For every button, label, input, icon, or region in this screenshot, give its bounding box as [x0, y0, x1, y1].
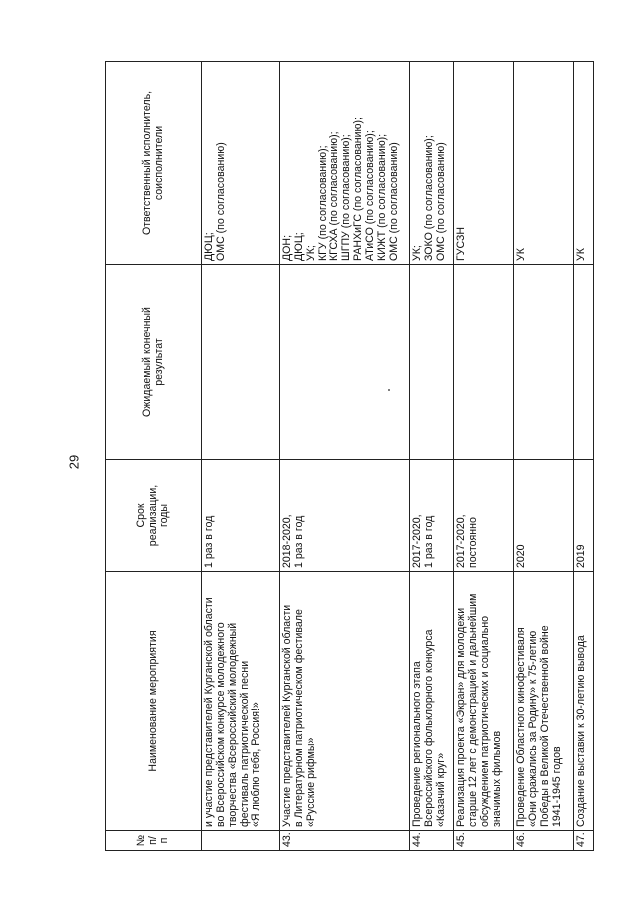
row-term: 1 раз в год	[202, 460, 280, 572]
row-name: Проведение регионального этапа Всероссийского фольклорного конкурса «Казачий круг»	[410, 572, 454, 831]
header-num: № п/п	[106, 831, 202, 851]
row-exec: УК	[514, 62, 574, 265]
table-row	[280, 62, 410, 851]
table-row	[574, 62, 594, 851]
row-exec: ДЮЦ; ОМС (по согласованию)	[202, 62, 280, 265]
table-row	[514, 62, 574, 851]
row-result	[574, 265, 594, 460]
row-num: 46.	[514, 831, 574, 851]
header-result: Ожидаемый конечный результат	[106, 265, 202, 460]
row-term: 2017-2020, 1 раз в год	[410, 460, 454, 572]
page-number: 29	[66, 454, 82, 470]
table-header-row	[106, 62, 202, 851]
row-result	[202, 265, 280, 460]
row-result	[454, 265, 514, 460]
row-result	[410, 265, 454, 460]
row-num: 45.	[454, 831, 514, 851]
rotated-table-container	[105, 62, 587, 851]
row-term: 2020	[514, 460, 574, 572]
scan-speck	[388, 389, 390, 391]
events-table	[105, 61, 594, 851]
row-term: 2017-2020, постоянно	[454, 460, 514, 572]
row-name: Реализация проекта «Экран» для молодежи старше 12 лет с демонстрацией и дальнейшим обсуждением патриотических и социально значимых фильмов	[454, 572, 514, 831]
row-num: 43.	[280, 831, 410, 851]
row-term: 2018-2020, 1 раз в год	[280, 460, 410, 572]
row-name: Создание выставки к 30-летию вывода	[574, 572, 594, 831]
row-name: Участие представителей Курганской области в Литературном патриотическом фестивале «Русские рифмы»	[280, 572, 410, 831]
row-num: 47.	[574, 831, 594, 851]
header-exec: Ответственный исполнитель, соисполнители	[106, 62, 202, 265]
row-result	[514, 265, 574, 460]
row-exec: ГУСЗН	[454, 62, 514, 265]
header-name: Наименование мероприятия	[106, 572, 202, 831]
table-row	[410, 62, 454, 851]
row-num	[202, 831, 280, 851]
row-exec: УК	[574, 62, 594, 265]
table-row	[202, 62, 280, 851]
row-exec: УК; ЗОКО (по согласованию); ОМС (по согласованию)	[410, 62, 454, 265]
header-term: Срок реализации, годы	[106, 460, 202, 572]
table-row	[454, 62, 514, 851]
row-result	[280, 265, 410, 460]
row-exec: ДОН; ДЮЦ; УК; КГУ (по согласованию); КГСХА (по согласованию); ШГПУ (по согласованию); РАНХиГС (по согласованию); АТиСО (по согласованию); КИЖТ (по согласованию); ОМС (по согласованию)	[280, 62, 410, 265]
row-name: и участие представителей Курганской области во Всероссийском конкурсе молодежного творчества «Всероссийский молодежный фестиваль патриотической песни «Я люблю тебя, Россия!»	[202, 572, 280, 831]
row-name: Проведение Областного кинофестиваля «Они сражались за Родину» к 75-летию Победы в Великой Отечественной войне 1941-1945 годов	[514, 572, 574, 831]
row-term: 2019	[574, 460, 594, 572]
row-num: 44.	[410, 831, 454, 851]
